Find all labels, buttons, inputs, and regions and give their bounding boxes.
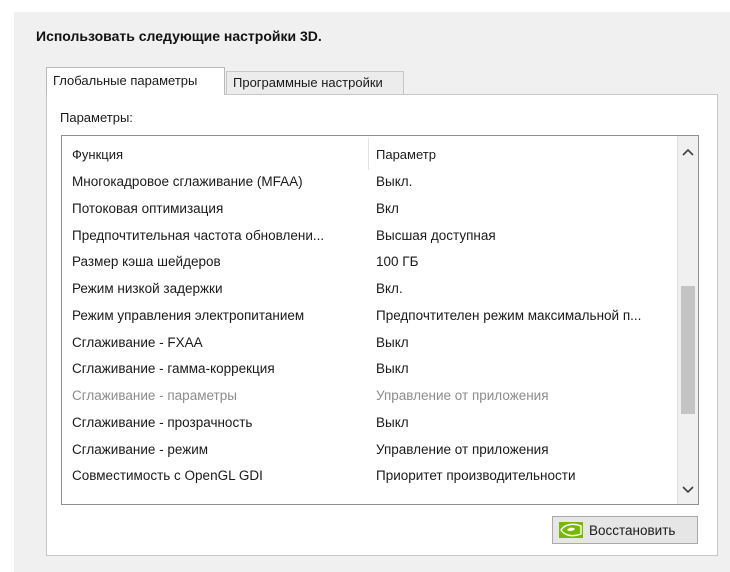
- setting-value[interactable]: Выкл: [376, 334, 409, 350]
- settings-row[interactable]: [62, 464, 677, 491]
- settings-row[interactable]: [62, 357, 677, 384]
- scroll-thumb[interactable]: [681, 286, 695, 414]
- setting-value[interactable]: Управление от приложения: [376, 441, 549, 457]
- setting-name: Режим управления электропитанием: [72, 307, 305, 323]
- chevron-down-icon[interactable]: [678, 480, 698, 500]
- page-title: Использовать следующие настройки 3D.: [36, 28, 322, 44]
- setting-name: Размер кэша шейдеров: [72, 254, 221, 270]
- column-header-function[interactable]: Функция: [72, 147, 123, 162]
- column-divider: [368, 138, 369, 170]
- setting-name: Сглаживание - прозрачность: [72, 414, 253, 430]
- setting-value[interactable]: 100 ГБ: [376, 254, 419, 270]
- settings-row[interactable]: [62, 250, 677, 277]
- setting-name: Сглаживание - режим: [72, 441, 209, 457]
- setting-value[interactable]: Вкл.: [376, 281, 403, 296]
- setting-name: Сглаживание - FXAA: [72, 334, 203, 350]
- setting-name: Сглаживание - параметры: [72, 388, 237, 403]
- settings-row[interactable]: [62, 224, 677, 251]
- setting-value[interactable]: Высшая доступная: [376, 227, 496, 243]
- params-label: Параметры:: [60, 110, 133, 125]
- setting-value[interactable]: Приоритет производительности: [376, 468, 576, 484]
- settings-row[interactable]: [62, 331, 677, 358]
- settings-row[interactable]: [62, 277, 677, 304]
- column-header-value[interactable]: Параметр: [376, 147, 436, 162]
- setting-name: Совместимость с OpenGL GDI: [72, 468, 263, 484]
- restore-button-label: Восстановить: [589, 522, 676, 538]
- setting-value: Управление от приложения: [376, 388, 549, 403]
- tab-program-settings[interactable]: Программные настройки: [226, 71, 404, 94]
- settings-rows: [62, 170, 677, 491]
- settings-row[interactable]: [62, 170, 677, 197]
- settings-list: [61, 135, 699, 505]
- list-header: [62, 136, 677, 174]
- settings-row[interactable]: [62, 197, 677, 224]
- setting-name: Многокадровое сглаживание (MFAA): [72, 174, 303, 189]
- nvidia-logo-icon: [559, 522, 583, 538]
- setting-name: Потоковая оптимизация: [72, 200, 224, 216]
- settings-row-disabled: [62, 384, 677, 411]
- restore-button[interactable]: [552, 516, 698, 544]
- tab-global-settings[interactable]: Глобальные параметры: [46, 67, 225, 95]
- setting-value[interactable]: Предпочтителен режим максимальной п...: [376, 307, 642, 323]
- vertical-scrollbar[interactable]: [677, 136, 698, 504]
- setting-name: Сглаживание - гамма-коррекция: [72, 361, 275, 377]
- chevron-up-icon[interactable]: [678, 142, 698, 162]
- setting-value[interactable]: Вкл: [376, 200, 399, 216]
- settings-row[interactable]: [62, 438, 677, 465]
- setting-value[interactable]: Выкл: [376, 361, 409, 377]
- settings-row[interactable]: [62, 304, 677, 331]
- setting-value[interactable]: Выкл: [376, 414, 409, 430]
- setting-name: Предпочтительная частота обновлени...: [72, 227, 325, 243]
- setting-name: Режим низкой задержки: [72, 281, 223, 296]
- settings-row[interactable]: [62, 411, 677, 438]
- setting-value[interactable]: Выкл.: [376, 174, 413, 189]
